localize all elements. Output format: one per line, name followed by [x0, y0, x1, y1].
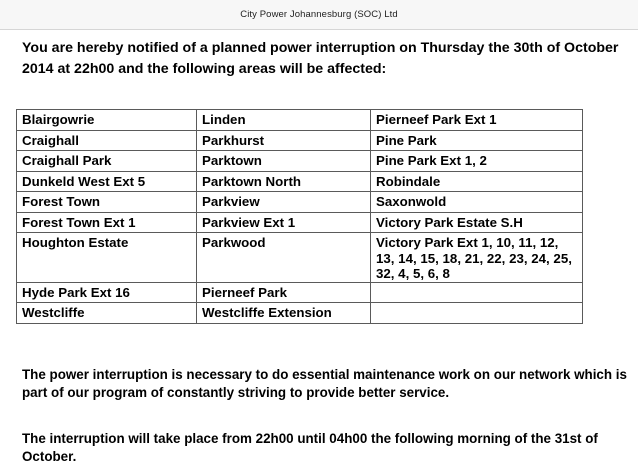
affected-areas-table [16, 109, 583, 324]
table-cell [17, 130, 197, 151]
table-cell [197, 233, 371, 283]
table-cell [197, 110, 371, 131]
notice-intro: You are hereby notified of a planned power interruption on Thursday the 30th of October 2014 at 22h00 and the following areas will be affected: [22, 40, 619, 77]
area-name: Parktown [202, 153, 262, 168]
table-cell [197, 303, 371, 324]
area-name: Hyde Park Ext 16 [22, 284, 130, 300]
area-name [376, 303, 577, 305]
notice-reason: The power interruption is necessary to do essential maintenance work on our network which is part of our program of constantly striving to provide better service. [22, 367, 627, 400]
table-cell [371, 151, 583, 172]
area-name: Forest Town Ext 1 [22, 214, 136, 230]
table-cell [17, 110, 197, 131]
area-name: Parktown North [202, 173, 301, 189]
document-page[interactable] [0, 30, 638, 470]
table-cell [17, 282, 197, 303]
table-cell [371, 130, 583, 151]
table-row [17, 303, 583, 324]
table-cell [17, 212, 197, 233]
table-cell [17, 171, 197, 192]
table-cell [197, 171, 371, 192]
table-cell [371, 171, 583, 192]
table-cell [371, 192, 583, 213]
area-name: Craighall [22, 132, 79, 148]
table-row [17, 233, 583, 283]
area-name: Pierneef Park [202, 284, 288, 300]
area-name: Parkwood [202, 235, 266, 250]
table-cell [197, 130, 371, 151]
area-name: Victory Park Ext 1, 10, 11, 12, 13, 14, 15, 18, 21, 22, 23, 24, 25, 32, 4, 5, 6, 8 [376, 235, 572, 281]
table-row [17, 110, 583, 131]
document-title-bar [0, 0, 638, 30]
table-cell [197, 212, 371, 233]
table-cell [17, 233, 197, 283]
area-name: Pierneef Park Ext 1 [376, 112, 497, 127]
table-cell [197, 192, 371, 213]
table-cell [17, 151, 197, 172]
area-name: Dunkeld West Ext 5 [22, 173, 146, 189]
area-name: Craighall Park [22, 153, 112, 168]
area-name: Parkview [202, 194, 260, 209]
area-name: Houghton Estate [22, 235, 129, 250]
table-cell [371, 110, 583, 131]
table-cell [17, 303, 197, 324]
area-name: Parkhurst [202, 132, 265, 148]
document-title: City Power Johannesburg (SOC) Ltd [240, 9, 398, 20]
table-row [17, 130, 583, 151]
table-row [17, 192, 583, 213]
area-name: Westcliffe [22, 305, 85, 320]
area-name: Pine Park [376, 132, 437, 148]
table-cell [371, 233, 583, 283]
area-name: Victory Park Estate S.H [376, 214, 523, 230]
table-cell [197, 151, 371, 172]
area-name: Westcliffe Extension [202, 305, 332, 320]
table-row [17, 212, 583, 233]
table-cell [371, 282, 583, 303]
area-name: Linden [202, 112, 246, 127]
area-name: Blairgowrie [22, 112, 95, 127]
table-cell [17, 192, 197, 213]
table-row [17, 151, 583, 172]
table-cell [371, 303, 583, 324]
table-row [17, 282, 583, 303]
affected-areas-table-body [17, 110, 583, 324]
table-row [17, 171, 583, 192]
area-name [376, 283, 577, 285]
area-name: Saxonwold [376, 194, 447, 209]
area-name: Pine Park Ext 1, 2 [376, 153, 487, 168]
area-name: Forest Town [22, 194, 101, 209]
area-name: Parkview Ext 1 [202, 214, 296, 230]
area-name: Robindale [376, 173, 441, 189]
notice-time: The interruption will take place from 22h00 until 04h00 the following morning of the 31st of October. [22, 431, 598, 464]
table-cell [371, 212, 583, 233]
table-cell [197, 282, 371, 303]
